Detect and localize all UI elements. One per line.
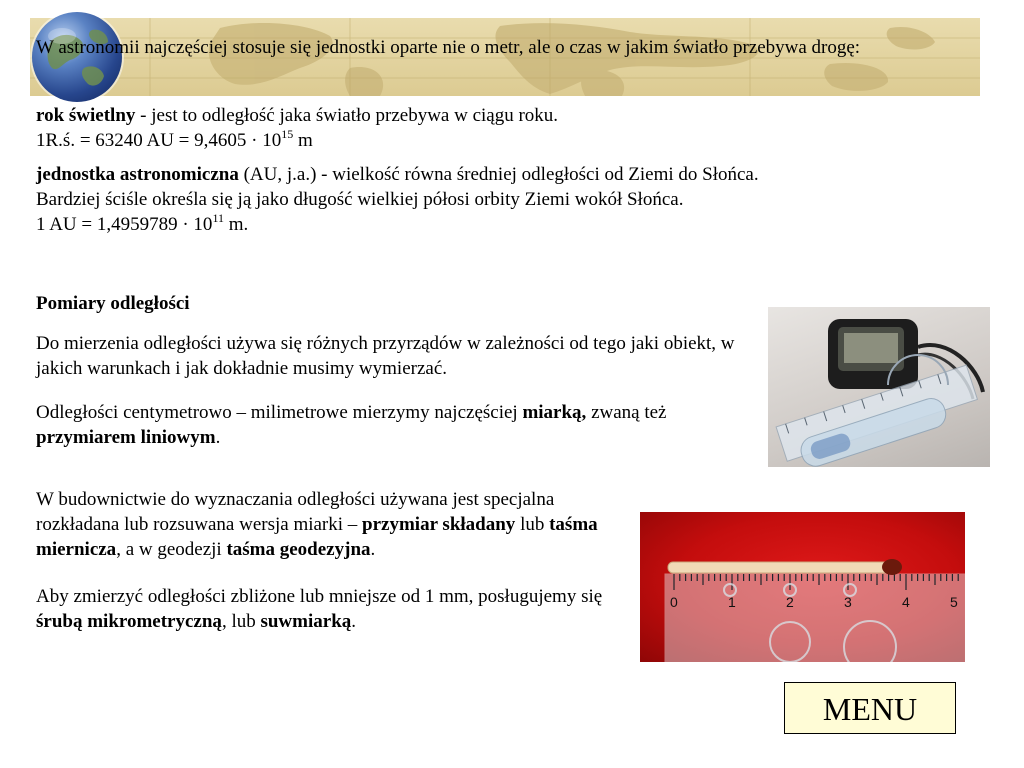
measurements-heading [36,291,190,316]
ruler-term-miarka: miarką, [522,402,587,423]
ruler-tick-label-1: 1 [728,594,736,610]
micrometer-text-c: , lub [221,611,261,632]
light-year-formula: 1R.ś. = 63240 AU = 9,4605 · 10 [36,130,282,151]
ruler-graphic [640,512,965,662]
au-exponent: 11 [212,211,224,225]
light-year-term: rok świetlny [36,105,136,126]
construction-text-a: W budownictwie do wyznaczania odległości używana jest specjalna rozkładana lub rozsuwana wersja miarki – [36,489,555,535]
term-caliper: suwmiarką [260,611,352,632]
au-paragraph [36,162,796,237]
ruler-tick-label-5: 5 [950,594,958,610]
construction-paragraph [36,487,641,562]
au-formula: 1 AU = 1,4959789 · 10 [36,214,213,235]
measurements-heading-text: Pomiary odległości [36,293,190,314]
ruler-paragraph [36,400,766,450]
ruler-matchstick-photo [640,512,965,662]
ruler-term-przymiar: przymiarem liniowym [36,427,216,448]
matchstick-head [882,559,902,575]
construction-text-d: , a w geodezji [116,539,227,560]
term-folding-rule: przymiar składany [362,514,516,535]
construction-text-c: lub [515,514,550,535]
au-definition: (AU, j.a.) - wielkość równa średniej odległości od Ziemi do Słońca. Bardziej ściśle określa się ją jako długość wielkiej półosi orbity Ziemi wokół Słońca. [36,164,759,210]
au-term: jednostka astronomiczna [36,164,239,185]
au-unit: m. [224,214,249,235]
term-micrometer: śrubą mikrometryczną [36,611,222,632]
construction-text-e: . [370,539,376,560]
term-survey-tape: taśma geodezyjna [226,539,371,560]
micrometer-text-d: . [351,611,357,632]
ruler-tick-label-3: 3 [844,594,852,610]
ruler-text-c: zwaną też [586,402,667,423]
ruler-tick-label-0: 0 [670,594,678,610]
term-tape-measure: taśma miernicza [36,514,598,560]
light-year-definition: - jest to odległość jaka światło przebywa w ciągu roku. [135,105,559,126]
intro-text: W astronomii najczęściej stosuje się jednostki oparte nie o metr, ale o czas w jakim światło przebywa drogę: [36,37,861,58]
ruler-text-d: . [215,427,221,448]
micrometer-paragraph [36,584,626,634]
ruler-tick-label-4: 4 [902,594,910,610]
tape-measure-photo [768,307,990,467]
instruments-paragraph: Do mierzenia odległości używa się różnych przyrządów w zależności od tego jaki obiekt, w jakich warunkach i jak dokładnie musimy wymierzać. [36,333,735,379]
light-year-paragraph [36,103,756,153]
menu-button[interactable]: MENU [784,682,956,734]
light-year-exponent: 15 [281,127,294,141]
light-year-unit: m [293,130,313,151]
ruler-tick-label-2: 2 [786,594,794,610]
matchstick [668,562,898,573]
ruler-text-a: Odległości centymetrowo – milimetrowe mierzymy najczęściej [36,402,523,423]
micrometer-text-a: Aby zmierzyć odległości zbliżone lub mniejsze od 1 mm, posługujemy się [36,586,603,607]
